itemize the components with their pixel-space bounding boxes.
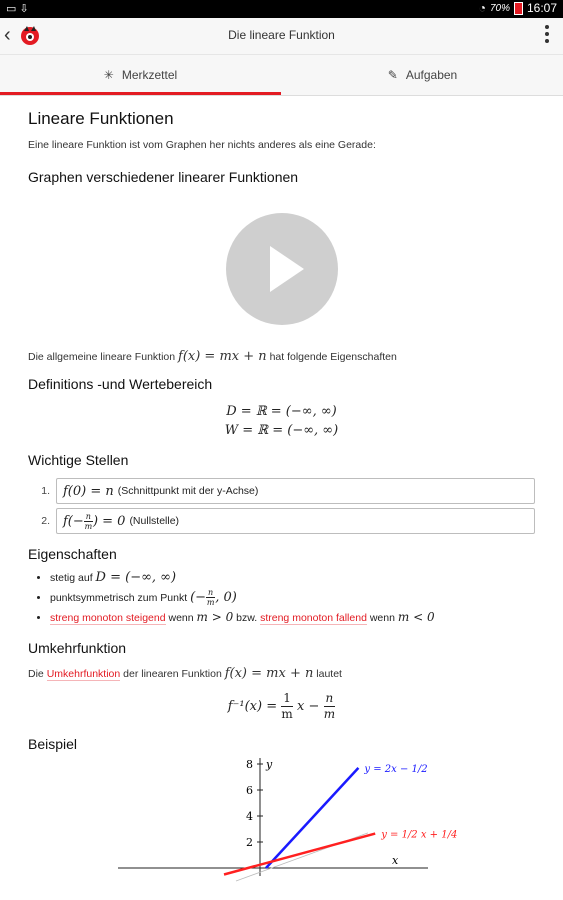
list-item: • stetig auf D = (−∞, ∞) bbox=[50, 570, 535, 585]
intro-text: Eine lineare Funktion ist vom Graphen her nichts anderes als eine Gerade: bbox=[28, 139, 376, 151]
y-axis-label: y bbox=[266, 758, 273, 771]
example-heading: Beispiel bbox=[28, 736, 78, 752]
status-bar bbox=[0, 0, 563, 18]
overflow-menu-icon[interactable] bbox=[545, 25, 549, 46]
battery-icon bbox=[514, 2, 523, 15]
y-tick-label: 6 bbox=[246, 784, 253, 797]
domain-equations: D = ℝ = (−∞, ∞) W = ℝ = (−∞, ∞) bbox=[224, 404, 339, 438]
y-tick-label: 8 bbox=[246, 758, 253, 771]
domain-heading: Definitions -und Wertebereich bbox=[28, 376, 213, 392]
y-tick-label: 2 bbox=[246, 836, 253, 849]
battery-level: 70% bbox=[489, 2, 510, 14]
y-tick-label: 4 bbox=[246, 810, 253, 823]
inverse-text: Die Umkehrfunktion der linearen Funktion f(x) = mx + n lautet bbox=[28, 666, 342, 681]
tab-merkzettel[interactable] bbox=[0, 55, 281, 95]
tab-label: Merkzettel bbox=[121, 68, 178, 82]
video-play-button[interactable] bbox=[226, 213, 338, 325]
series-label: y = 1/2 x + 1/4 bbox=[381, 829, 458, 841]
list-item: • punktsymmetrisch zum Punkt (− $\frac{n}{m}$ , 0) bbox=[50, 588, 535, 607]
play-icon bbox=[270, 246, 304, 292]
link-umkehrfunktion[interactable]: Umkehrfunktion bbox=[46, 668, 121, 680]
list-item: 2. f(− $\frac{n}{m}$ ) = 0 (Nullstelle) bbox=[28, 508, 535, 534]
wifi-icon: ◔ bbox=[478, 1, 486, 15]
tab-label: Aufgaben bbox=[405, 68, 458, 82]
app-bar bbox=[0, 18, 563, 55]
section-title: Lineare Funktionen bbox=[28, 109, 174, 128]
magic-wand-icon: ✳ bbox=[103, 68, 114, 82]
page-title: Die lineare Funktion bbox=[228, 28, 335, 42]
link-monoton-steigend[interactable]: streng monoton steigend bbox=[50, 612, 166, 624]
x-axis-label: x bbox=[392, 854, 399, 867]
example-chart bbox=[28, 752, 535, 882]
tab-aufgaben[interactable] bbox=[282, 55, 563, 95]
link-monoton-fallend[interactable]: streng monoton fallend bbox=[260, 612, 367, 624]
clock: 16:07 bbox=[526, 1, 557, 15]
props-list bbox=[28, 570, 535, 624]
list-item: 1. f(0) = n (Schnittpunkt mit der y-Achse) bbox=[28, 478, 535, 504]
props-heading: Eigenschaften bbox=[28, 546, 117, 562]
stellen-heading: Wichtige Stellen bbox=[28, 452, 129, 468]
example-chart-svg bbox=[28, 752, 535, 882]
series-label: y = 2x − 1/2 bbox=[364, 763, 428, 775]
pencil-icon: ✎ bbox=[387, 68, 398, 82]
content-area[interactable] bbox=[0, 95, 563, 900]
graphs-heading: Graphen verschiedener linearer Funktionen bbox=[28, 169, 299, 185]
back-chevron-icon[interactable]: ‹ bbox=[4, 24, 11, 46]
notification-icon: ▭ ⇩ bbox=[6, 3, 29, 15]
stellen-list bbox=[28, 478, 535, 534]
list-item: • streng monoton steigend wenn m > 0 bzw. streng monoton fallend wenn m < 0 bbox=[50, 610, 535, 624]
inverse-formula: f⁻¹(x) = $\frac{1}{m}$ x − $\frac{n}{m}$ bbox=[227, 691, 336, 721]
inverse-heading: Umkehrfunktion bbox=[28, 640, 127, 656]
tab-bar bbox=[0, 55, 563, 96]
general-function-text: Die allgemeine lineare Funktion f(x) = mx + n hat folgende Eigenschaften bbox=[28, 349, 397, 364]
